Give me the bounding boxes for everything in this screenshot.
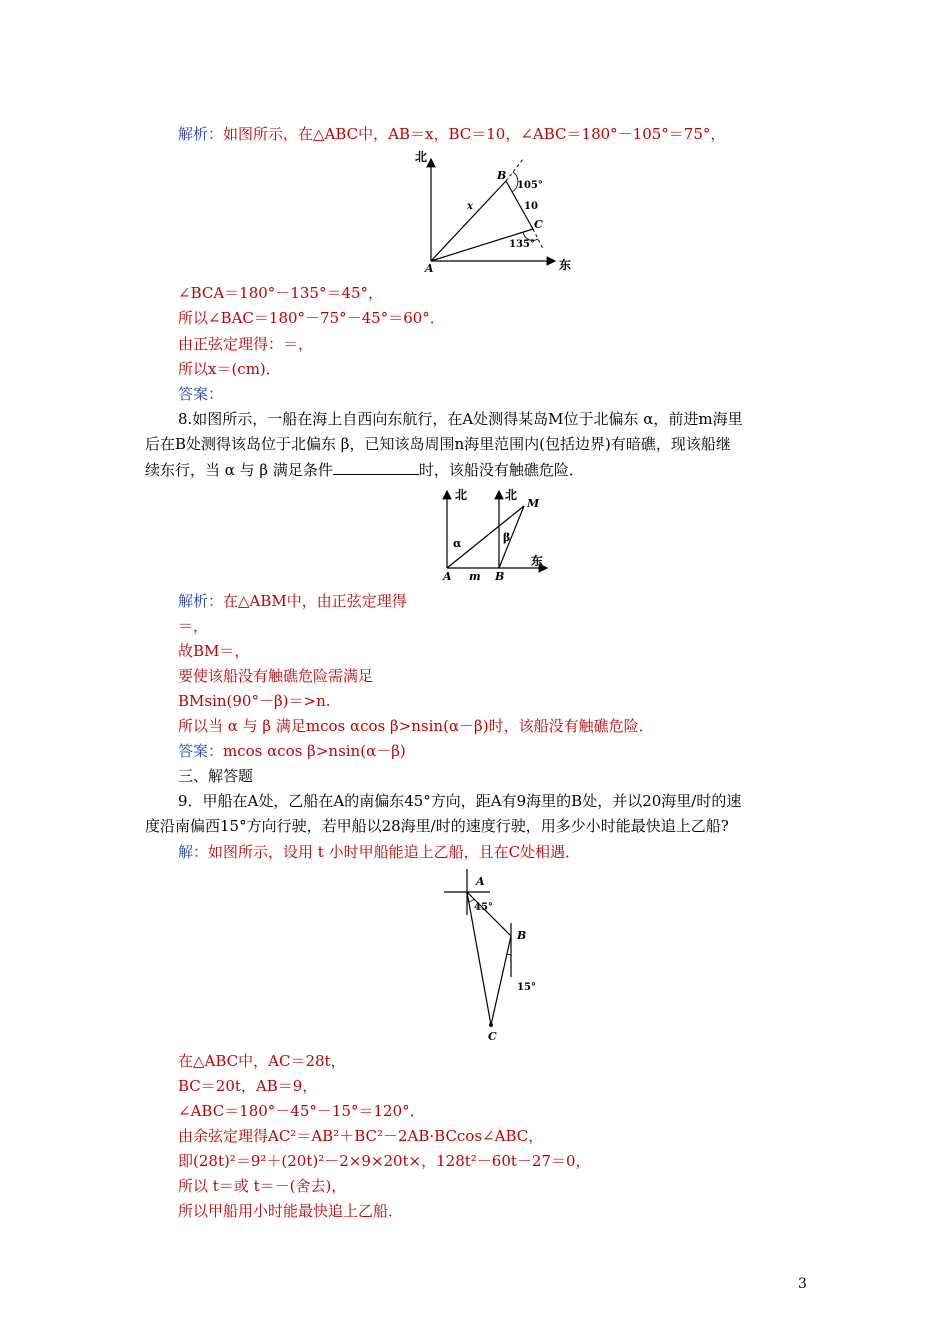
q7-line-law: 由正弦定理得：＝， — [178, 335, 314, 353]
point-b-label: B — [495, 570, 505, 583]
q7-line-x: 所以x＝(cm)． — [178, 360, 281, 378]
solution-text: 如图所示，在△ABC中，AB＝x，BC＝10，∠ABC＝180°－105°＝75°， — [223, 125, 726, 143]
point-a-label: A — [425, 262, 434, 275]
angle-135-label: 135° — [509, 239, 535, 250]
angle-alpha-label: α — [453, 537, 462, 550]
q8-solution-line6: 所以当 α 与 β 满足mcos αcos β>nsin(α－β)时，该船没有触礁危险． — [178, 717, 654, 735]
point-c-label: C — [488, 1030, 497, 1043]
point-a-label: A — [476, 875, 485, 888]
point-c-dot — [489, 1023, 493, 1027]
side-x-label: x — [467, 201, 473, 212]
q8-solution-line1: 解析：在△ABM中，由正弦定理得 — [178, 592, 407, 610]
angle-45-label: 45° — [474, 902, 493, 913]
q8-solution-line4: 要使该船没有触礁危险需满足 — [178, 667, 374, 685]
q9-solution-line2: BC＝20t，AB＝9， — [178, 1077, 318, 1095]
answer-blank — [333, 459, 419, 475]
angle-beta-label: β — [503, 531, 511, 544]
ab-extension — [506, 159, 523, 181]
q8-solution-line3: 故BM＝， — [178, 642, 250, 660]
q8-text-line2: 后在B处测得该岛位于北偏东 β，已知该岛周围n海里范围内(包括边界)有暗礁，现该船继 — [145, 435, 731, 453]
q8-text-line1: 8.如图所示，一船在海上自西向东航行，在A处测得某岛M位于北偏东 α，前进m海里 — [178, 410, 743, 428]
section-heading: 三、解答题 — [178, 767, 254, 785]
figure-triangle-abc-ships — [440, 865, 550, 1045]
north-label: 北 — [415, 150, 428, 164]
figure-triangle-abm — [435, 485, 550, 585]
q8-answer-line: 答案：mcos αcos β>nsin(α－β) — [178, 742, 406, 760]
q8-solution-line2: ＝， — [178, 617, 209, 635]
figure-triangle-abc — [405, 145, 580, 275]
point-m-label: M — [527, 497, 540, 510]
point-b-label: B — [517, 929, 527, 942]
east-label: 东 — [531, 554, 544, 568]
east-label: 东 — [559, 258, 572, 272]
angle-105-label: 105° — [517, 180, 543, 191]
q9-solution-intro: 解：如图所示，设用 t 小时甲船能追上乙船，且在C处相遇． — [178, 843, 581, 861]
q9-text-line1: 9．甲船在A处，乙船在A的南偏东45°方向，距A有9海里的B处，并以20海里/时的速 — [178, 792, 742, 810]
q8-solution-line5: BMsin(90°－β)＝>n. — [178, 692, 331, 710]
page-number: 3 — [798, 1276, 807, 1292]
side-bc-length-label: 10 — [524, 201, 538, 212]
q7-answer-label: 答案： — [178, 385, 224, 403]
q9-solution-line4: 由余弦定理得AC²＝AB²＋BC²－2AB·BCcos∠ABC， — [178, 1127, 544, 1145]
q9-solution-line1: 在△ABC中，AC＝28t， — [178, 1052, 346, 1070]
q9-solution-line3: ∠ABC＝180°－45°－15°＝120°． — [178, 1102, 425, 1120]
q7-solution-intro-line — [178, 124, 725, 144]
q8-text-line3: 续东行，当 α 与 β 满足条件 时，该船没有触礁危险． — [145, 461, 584, 479]
q9-solution-line5: 即(28t)²＝9²＋(20t)²－2×9×20t×，128t²－60t－27＝0， — [178, 1152, 591, 1170]
q7-line-bca: ∠BCA＝180°－135°＝45°， — [178, 284, 384, 302]
point-a-label: A — [443, 570, 452, 583]
solution-label: 解析： — [178, 125, 224, 143]
north-label-a: 北 — [455, 488, 468, 502]
angle-b-arc — [507, 954, 511, 955]
north-label-b: 北 — [505, 488, 518, 502]
q7-line-bac: 所以∠BAC＝180°－75°－45°＝60°． — [178, 309, 445, 327]
q9-text-line2: 度沿南偏西15°方向行驶，若甲船以28海里/时的速度行驶，用多少小时能最快追上乙船? — [145, 817, 729, 835]
q9-solution-line7: 所以甲船用小时能最快追上乙船． — [178, 1202, 404, 1220]
angle-15-label: 15° — [517, 982, 536, 993]
side-bc — [491, 936, 511, 1025]
point-c-label: C — [534, 218, 543, 231]
distance-m-label: m — [469, 570, 481, 583]
q9-solution-line6: 所以 t＝或 t＝－(舍去)， — [178, 1177, 347, 1195]
point-b-label: B — [497, 169, 507, 182]
